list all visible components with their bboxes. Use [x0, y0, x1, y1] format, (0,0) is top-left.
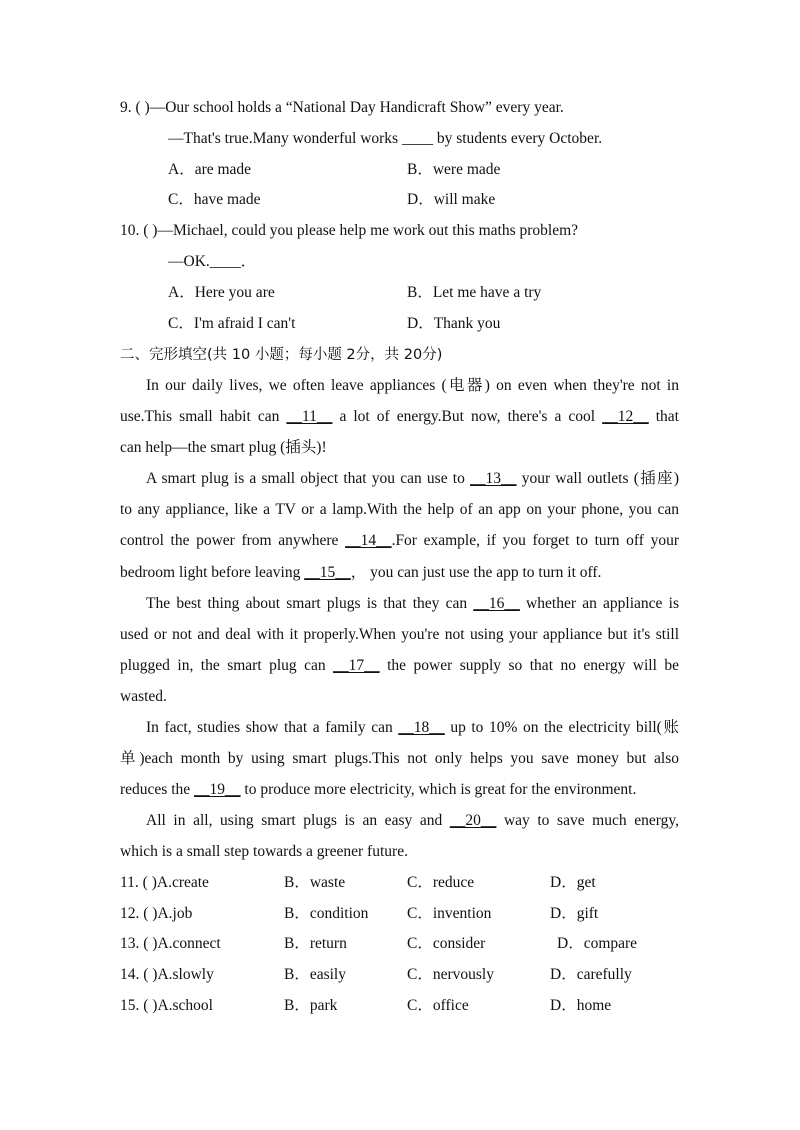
cloze-12-option-c: C．invention: [407, 905, 492, 922]
blank-15: __15__: [304, 564, 351, 581]
cloze-14-option-a: 14. ( )A.slowly: [120, 966, 214, 983]
passage-line: reduces the __19__ to produce more electricity, which is great for the environment.: [120, 781, 637, 798]
cloze-12-option-d: D．gift: [550, 905, 599, 922]
passage-line: All in all, using smart plugs is an easy and __20__ way to save much energy,: [146, 812, 679, 829]
question-number: 9. ( )—: [120, 99, 166, 116]
cloze-15-option-d: D．home: [550, 997, 612, 1014]
question-text: Michael, could you please help me work out this maths problem?: [172, 222, 579, 239]
cloze-12-option-b: B．condition: [284, 905, 369, 922]
cloze-14-option-b: B．easily: [284, 966, 346, 983]
question-9-option-a: A．are made: [168, 161, 252, 178]
passage-line: wasted.: [120, 688, 167, 705]
cloze-15-option-a: 15. ( )A.school: [120, 997, 213, 1014]
cloze-14-option-c: C．nervously: [407, 966, 494, 983]
blank-13: __13__: [470, 470, 517, 487]
passage-line: control the power from anywhere __14__.For example, if you forget to turn off your: [120, 532, 679, 549]
blank-17: __17__: [333, 657, 380, 674]
question-10-option-b: B．Let me have a try: [407, 284, 542, 301]
question-10-reply: —OK.____．: [168, 253, 257, 270]
cloze-11-option-a: 11. ( )A.create: [120, 874, 209, 891]
blank-16: __16__: [473, 595, 520, 612]
passage-line: bedroom light before leaving __15__， you can just use the app to turn it off.: [120, 564, 602, 581]
question-9-option-b: B．were made: [407, 161, 501, 178]
cloze-13-option-a: 13. ( )A.connect: [120, 935, 221, 952]
cloze-11-option-d: D．get: [550, 874, 596, 891]
question-text: Our school holds a “National Day Handicraft Show” every year.: [165, 99, 564, 116]
cloze-14-option-d: D．carefully: [550, 966, 632, 983]
passage-line: use.This small habit can __11__ a lot of energy.But now, there's a cool __12__ that: [120, 408, 679, 425]
section-heading-cloze: 二、完形填空(共 10 小题；每小题 2分，共 20分): [120, 347, 443, 363]
question-number: 10. ( )—: [120, 222, 173, 239]
question-9-option-c: C．have made: [168, 191, 261, 208]
cloze-11-option-b: B．waste: [284, 874, 346, 891]
question-10-option-c: C．I'm afraid I can't: [168, 315, 296, 332]
passage-line: In fact, studies show that a family can __18__ up to 10% on the electricity bill(账: [146, 719, 679, 736]
blank-11: __11__: [286, 408, 333, 425]
passage-line: 单)each month by using smart plugs.This not only helps you save money but also: [120, 750, 679, 767]
cloze-13-option-d: D．compare: [557, 935, 638, 952]
cloze-13-option-b: B．return: [284, 935, 347, 952]
question-10-option-a: A．Here you are: [168, 284, 275, 301]
question-9-option-d: D．will make: [407, 191, 496, 208]
blank-20: __20__: [449, 812, 497, 829]
cloze-15-option-b: B．park: [284, 997, 338, 1014]
passage-line: which is a small step towards a greener future.: [120, 843, 408, 860]
question-10-option-d: D．Thank you: [407, 315, 501, 332]
passage-line: The best thing about smart plugs is that they can __16__ whether an appliance is: [146, 595, 679, 612]
passage-line: A smart plug is a small object that you can use to __13__ your wall outlets (插座): [146, 470, 679, 487]
passage-line: used or not and deal with it properly.When you're not using your appliance but it's still: [120, 626, 679, 643]
cloze-15-option-c: C．office: [407, 997, 469, 1014]
blank-19: __19__: [194, 781, 241, 798]
cloze-12-option-a: 12. ( )A.job: [120, 905, 193, 922]
cloze-13-option-c: C．consider: [407, 935, 486, 952]
passage-line: In our daily lives, we often leave appliances (电器) on even when they're not in: [146, 377, 679, 394]
cloze-11-option-c: C．reduce: [407, 874, 475, 891]
blank-12: __12__: [602, 408, 649, 425]
question-9-stem: [120, 98, 564, 118]
blank-14: __14__: [345, 532, 392, 549]
blank-18: __18__: [398, 719, 445, 736]
question-10-stem: [120, 221, 578, 241]
question-9-reply: —That's true.Many wonderful works ____ by students every October.: [168, 130, 603, 147]
passage-line: to any appliance, like a TV or a lamp.With the help of an app on your phone, you can: [120, 501, 679, 518]
passage-line: can help—the smart plug (插头)!: [120, 439, 327, 456]
passage-line: plugged in, the smart plug can __17__ the power supply so that no energy will be: [120, 657, 680, 674]
